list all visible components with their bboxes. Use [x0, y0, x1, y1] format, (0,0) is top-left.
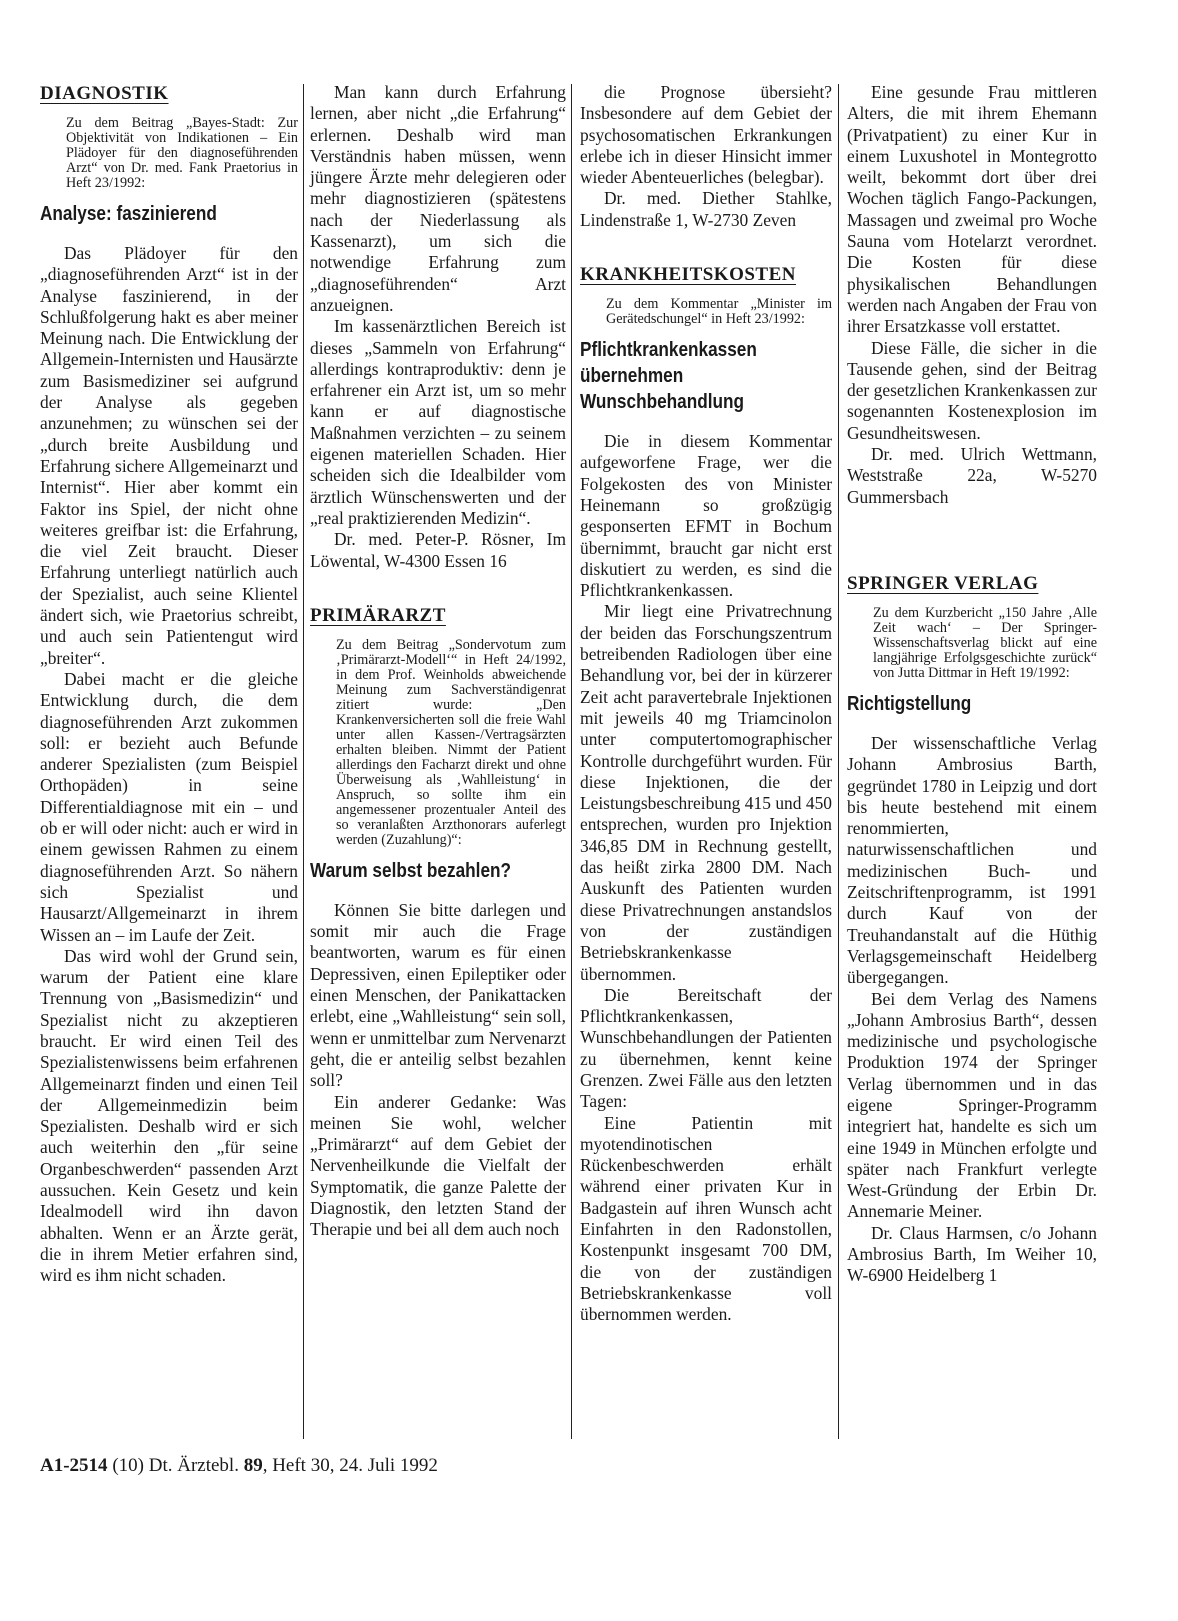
reference-intro: Zu dem Kurzbericht „150 Jahre ‚Alle Zeit wach‘ – Der Springer-Wissenschaftsverlag blickt auf eine langjährige Erfolgsgeschichte zurück“ von Jutta Dittmar in Heft 19/1992: — [873, 604, 1097, 681]
column-rule-3 — [838, 84, 839, 1439]
spacer — [580, 231, 832, 263]
headline-line: Analyse: faszinierend — [40, 203, 217, 225]
footer-volume: 89 — [243, 1455, 263, 1476]
footer-issue: , Heft 30, 24. Juli 1992 — [262, 1455, 438, 1476]
reference-intro: Zu dem Beitrag „Sondervotum zum ‚Primärarzt-Modell‘“ in Heft 24/1992, in dem Prof. Weinholds abweichende Meinung zum Sachverständigenrat zitiert wurde: „Den Krankenversicherten soll die freie Wahl unter allen Kassen-/Vertragsärzten erhalten bleiben. Nimmt der Patient allerdings den Facharzt direkt und ohne Überweisung als ‚Wahlleistung‘ in Anspruch, so sollte ihm ein angemessener prozentualer Anteil des so veranlaßten Arzthonorars auferlegt werden (Zuzahlung)“: — [336, 636, 566, 848]
author-signature: Dr. med. Diether Stahlke, Lindenstraße 1, W-2730 Zeven — [580, 188, 832, 230]
author-signature: Dr. med. Peter-P. Rösner, Im Löwental, W-4300 Essen 16 — [310, 529, 566, 571]
spacer — [310, 572, 566, 604]
body-paragraph: Das wird wohl der Grund sein, warum der Patient eine klare Trennung von „Basismedizin“ und Spezialist nicht zu akzeptieren braucht. Er wird einen Teil des Spezialistenwissens beim erfahrenen Allgemeinarzt finden und einen Teil der Allgemeinmedizin beim Spezialisten. Deshalb wird er sich auch weiterhin den „für seine Organbeschwerden“ passenden Arzt aussuchen. Kein Gesetz und kein Idealmodell wird ihn davon abhalten. Wenn er an Ärzte gerät, die in ihrem Metier erfahren sind, wird es ihm nicht schaden. — [40, 945, 298, 1286]
section-heading: SPRINGER VERLAG — [847, 572, 1039, 594]
section-heading: DIAGNOSTIK — [40, 83, 169, 104]
body-paragraph: Der wissenschaftliche Verlag Johann Ambrosius Barth, gegründet 1780 in Leipzig und dort bis heute bestehend mit einem renommierten, naturwissenschaftlichen und medizinischen Buch- und Zeitschriftenprogramm, ist 1991 durch Kauf von der Treuhandanstalt auf die Hüthig Verlagsgemeinschaft Heidelberg übergegangen. — [847, 732, 1097, 988]
spacer — [847, 508, 1097, 572]
body-paragraph: Diese Fälle, die sicher in die Tausende gehen, sind der Beitrag der gesetzlichen Krankenkassen zur sogenannten Kostenexplosion im Gesundheitswesen. — [847, 337, 1097, 443]
headline-line: Pflichtkrankenkassen — [580, 339, 757, 362]
author-signature: Dr. med. Ulrich Wettmann, Weststraße 22a, W-5270 Gummersbach — [847, 444, 1097, 507]
section-heading: KRANKHEITSKOSTEN — [580, 264, 796, 286]
reference-intro: Zu dem Kommentar „Minister im Gerätedschungel“ in Heft 23/1992: — [606, 296, 832, 328]
footer-page-number: (10) — [112, 1455, 144, 1476]
body-paragraph: Bei dem Verlag des Namens „Johann Ambrosius Barth“, dessen medizinische und psychologische Produktion 1974 der Springer Verlag übernommen und in das eigene Springer-Programm integriert hat, handelte es sich um eine 1949 in München erfolgte und später nach Frankfurt verlegte West-Gründung der Erbin Dr. Annemarie Meiner. — [847, 988, 1097, 1222]
column-rule-1 — [303, 84, 304, 1439]
body-paragraph: Mir liegt eine Privatrechnung der beiden das Forschungszentrum betreibenden Radiologen über eine Behandlung vor, bei der in kürzerer Zeit acht paravertebrale Injektionen mit jeweils 40 mg Triamcinolon unter computertomographischer Kontrolle durchgeführt wurden. Für diese Injektionen, die der Leistungsbeschreibung 415 und 450 entsprechen, wurden pro Injektion 346,85 DM in Rechnung gestellt, das heißt zirka 2800 DM. Nach Auskunft des Patienten wurden diese Privatrechnungen anstandslos von der zuständigen Betriebskrankenkasse übernommen. — [580, 601, 832, 984]
headline-line: übernehmen — [580, 365, 684, 388]
column-4 — [847, 82, 1097, 1287]
column-2 — [310, 82, 566, 1241]
article-headline — [310, 858, 530, 884]
body-paragraph: Man kann durch Erfahrung lernen, aber nicht „die Erfahrung“ erlernen. Deshalb wird man Verständnis haben müssen, wenn jüngere Ärzte mehr delegieren oder mehr diagnostizieren (spätestens nach der Niederlassung als Kassenarzt), um sich die notwendige Erfahrung zum „diagnoseführenden“ Arzt anzueignen. — [310, 82, 566, 315]
body-paragraph: Das Plädoyer für den „diagnoseführenden Arzt“ ist in der Analyse faszinierend, in der Schlußfolgerung hakt es aber meiner Meinung nach. Die Entwicklung der Allgemein-Internisten und Hausärzte zum Basismediziner sei aufgrund der Analyse als gegeben anzunehmen; zu wünschen sei der „durch breite Ausbildung und Erfahrung sichere Allgemeinarzt und Internist“. Hier aber kommt ein Faktor ins Spiel, der nicht ohne weiteres greifbar ist: die Erfahrung, die viel Zeit braucht. Dieser Erfahrung unterliegt natürlich auch der Spezialist, auch seine Klientel ändert sich, wie Praetorius schreibt, und auch sein Patientengut wird „breiter“. — [40, 243, 298, 668]
headline-line: Warum selbst bezahlen? — [310, 859, 512, 882]
body-paragraph: Dabei macht er die gleiche Entwicklung durch, die dem diagnoseführenden Arzt zukommen soll: er bezieht auch Befunde anderer Spezialisten (zum Beispiel Orthopäden) in seine Differentialdiagnose mit ein – und ob er will oder nicht: auch er wird in einem gewissen Rahmen zu einem diagnoseführenden Arzt. So nähern sich Spezialist und Hausarzt/Allgemeinarzt in ihrem Wissen an – im Laufe der Zeit. — [40, 668, 298, 945]
body-paragraph: Eine gesunde Frau mittleren Alters, die mit ihrem Ehemann (Privatpatient) zu einer Kur in einem Luxushotel in Montegrotto weilt, bekommt dort über drei Wochen täglich Fango-Packungen, Massagen und zweimal pro Woche Sauna vom Hotelarzt verordnet. Die Kosten für diese physikalischen Behandlungen werden nach Angaben der Frau von ihrer Ersatzkasse voll erstattet. — [847, 82, 1097, 337]
body-paragraph: Die Bereitschaft der Pflichtkrankenkassen, Wunschbehandlungen der Patienten zu übernehmen, kennt keine Grenzen. Zwei Fälle aus den letzten Tagen: — [580, 984, 832, 1112]
column-rule-2 — [571, 84, 572, 1439]
column-1 — [40, 82, 298, 1287]
body-paragraph: Können Sie bitte darlegen und somit mir auch die Frage beantworten, warum es für einen Depressiven, einen Epileptiker oder einen Menschen, der Panikattacken erlebt, eine „Wahlleistung“ sein soll, wenn er unmittelbar zum Nervenarzt geht, die er anteilig selbst bezahlen soll? — [310, 899, 566, 1091]
column-3 — [580, 82, 832, 1326]
headline-line: Wunschbehandlung — [580, 391, 745, 414]
reference-intro: Zu dem Beitrag „Bayes-Stadt: Zur Objektivität von Indikationen – Ein Plädoyer für den diagnoseführenden Arzt“ von Dr. med. Fank Praetorius in Heft 23/1992: — [66, 115, 298, 191]
article-headline — [847, 691, 1062, 717]
body-paragraph: die Prognose übersieht? Insbesondere auf dem Gebiet der psychosomatischen Erkrankungen erlebe ich in dieser Hinsicht immer wieder Abenteuerliches (belegbar). — [580, 82, 832, 188]
footer-page-code: A1-2514 — [40, 1455, 108, 1476]
page-footer — [40, 1455, 438, 1477]
footer-journal: Dt. Ärztebl. — [148, 1455, 239, 1476]
body-paragraph: Ein anderer Gedanke: Was meinen Sie wohl, welcher „Primärarzt“ auf dem Gebiet der Nervenheilkunde die Vielfalt der Symptomatik, die ganze Palette der Diagnostik, den letzten Stand der Therapie und bei all dem auch noch — [310, 1091, 566, 1240]
headline-line: Richtigstellung — [847, 692, 972, 715]
author-signature: Dr. Claus Harmsen, c/o Johann Ambrosius Barth, Im Weiher 10, W-6900 Heidelberg 1 — [847, 1222, 1097, 1286]
body-paragraph: Eine Patientin mit myotendinotischen Rückenbeschwerden erhält während einer privaten Kur in Badgastein auf ihren Wunsch acht Einfahrten in den Radonstollen, Kostenpunkt insgesamt 700 DM, die von der zuständigen Betriebskrankenkasse voll übernommen werden. — [580, 1112, 832, 1325]
body-paragraph: Im kassenärztlichen Bereich ist dieses „Sammeln von Erfahrung“ allerdings kontraproduktiv: denn je erfahrener ein Arzt ist, um so mehr kann er auf diagnostische Maßnahmen verzichten – zu seinem eigenen materiellen Schaden. Hier scheiden sich die Idealbilder vom ärztlich Wünschenswerten und der „real praktizierenden Medizin“. — [310, 316, 566, 528]
body-paragraph: Die in diesem Kommentar aufgeworfene Frage, wer die Folgekosten des von Minister Heinemann so großzügig gesponserten EFMT in Bochum übernimmt, braucht gar nicht erst diskutiert zu werden, es sind die Pflichtkrankenkassen. — [580, 431, 832, 601]
section-heading: PRIMÄRARZT — [310, 604, 446, 626]
article-headline — [580, 337, 797, 415]
article-headline — [40, 201, 262, 227]
